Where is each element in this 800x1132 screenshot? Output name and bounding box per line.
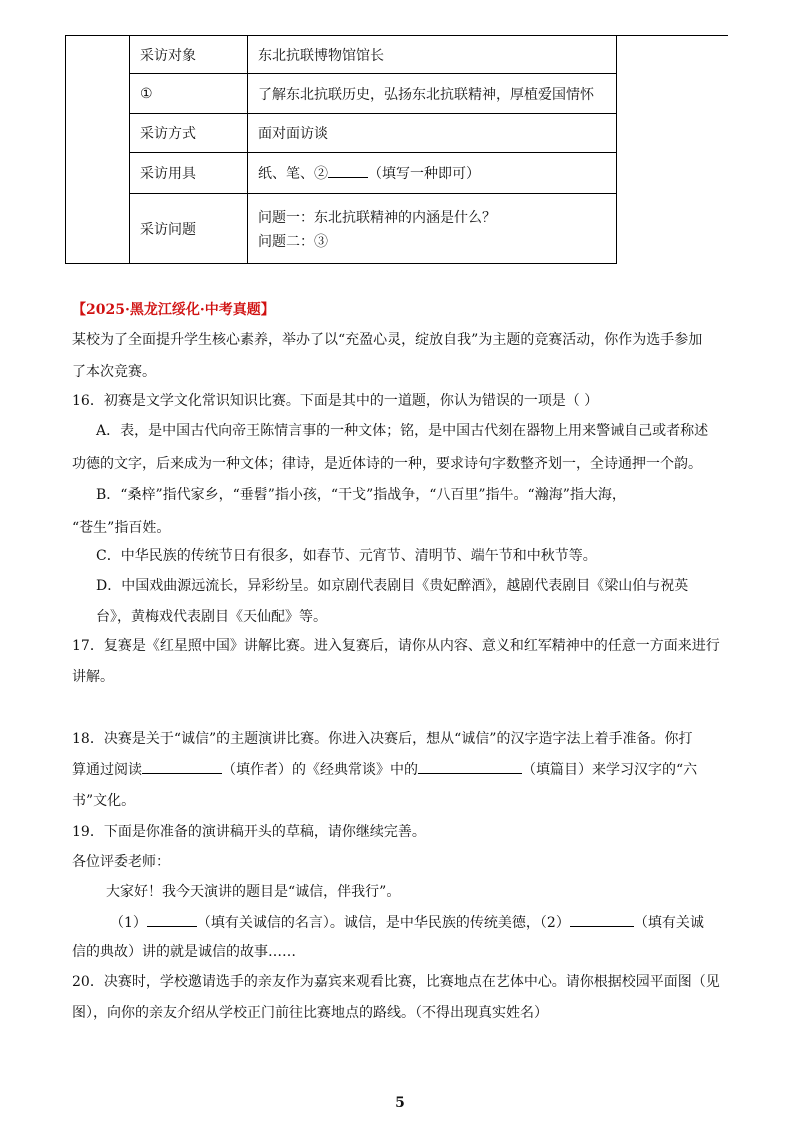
table-label: ①: [130, 74, 248, 114]
blank-merged-cell: [66, 36, 130, 264]
source-tag: 【2025·黑龙江绥化·中考真题】: [72, 302, 275, 318]
q16-option-c: C．中华民族的传统节日有很多，如春节、元宵节、清明节、端午节和中秋节等。: [96, 548, 597, 564]
q18-text: （填作者）的《经典常谈》中的: [222, 762, 418, 778]
q18-line: 18．决赛是关于“诚信”的主题演讲比赛。你进入决赛后，想从“诚信”的汉字造字法上着手准备。你打: [72, 731, 693, 747]
q18-line: 书”文化。: [72, 793, 136, 809]
table-value: [248, 153, 617, 194]
table-label: 采访问题: [130, 194, 248, 264]
answer-blank[interactable]: [328, 163, 368, 178]
q19-text: （填有关诚信的名言）。诚信，是中华民族的传统美德，（2）: [196, 915, 570, 931]
table-row: [66, 36, 617, 74]
table-value: 了解东北抗联历史，弘扬东北抗联精神，厚植爱国情怀: [248, 74, 617, 114]
answer-blank-chapter[interactable]: [418, 759, 522, 774]
q16-stem: 16．初赛是文学文化常识知识比赛。下面是其中的一道题，你认为错误的一项是（ ）: [72, 393, 599, 409]
page-number: 5: [395, 1095, 405, 1111]
table-label: 采访对象: [130, 36, 248, 74]
table-label: 采访用具: [130, 153, 248, 194]
table-row: [66, 114, 617, 153]
q16-option-b: B．“桑梓”指代家乡，“垂髫”指小孩，“干戈”指战争，“八百里”指牛。“瀚海”指大海，: [96, 487, 626, 503]
table-row: [66, 194, 617, 264]
q19-line: 信的典故）讲的就是诚信的故事……: [72, 944, 296, 960]
q19-stem: 19．下面是你准备的演讲稿开头的草稿，请你继续完善。: [72, 824, 426, 840]
q16-option-a-cont: 功德的文字，后来成为一种文体；律诗，是近体诗的一种，要求诗句字数整齐划一，全诗通押一个韵。: [72, 456, 702, 472]
q18-text: （填篇目）来学习汉字的“六: [522, 762, 698, 778]
question-line: 问题二：③: [258, 233, 328, 250]
q17-line: 17．复赛是《红星照中国》讲解比赛。进入复赛后，请你从内容、意义和红军精神中的任意一方面来进行: [72, 638, 720, 654]
q16-option-b-cont: “苍生”指百姓。: [72, 520, 171, 536]
answer-blank-quote[interactable]: [147, 912, 197, 927]
q18-line: [72, 759, 697, 780]
q20-line: 20．决赛时，学校邀请选手的亲友作为嘉宾来观看比赛，比赛地点在艺体中心。请你根据校园平面图（见: [72, 974, 720, 990]
q16-option-d-cont: 台》，黄梅戏代表剧目《天仙配》等。: [96, 609, 327, 625]
question-line: 问题一：东北抗联精神的内涵是什么？: [258, 209, 496, 226]
q18-text: 算通过阅读: [72, 762, 142, 778]
table-label: 采访方式: [130, 114, 248, 153]
answer-blank-story[interactable]: [570, 912, 634, 927]
value-text: 纸、笔、②: [258, 166, 328, 182]
q17-line: 讲解。: [72, 669, 114, 685]
answer-blank-author[interactable]: [142, 759, 222, 774]
q19-line: [110, 912, 704, 933]
table-value: [248, 194, 617, 264]
intro-line: 了本次竞赛。: [72, 364, 156, 380]
value-text: （填写一种即可）: [368, 166, 480, 182]
interview-table: [65, 35, 617, 264]
q19-text: （填有关诚: [633, 915, 704, 931]
table-value: 面对面访谈: [248, 114, 617, 153]
q20-line: 图），向你的亲友介绍从学校正门前往比赛地点的路线。（不得出现真实姓名）: [72, 1005, 548, 1021]
q19-salutation: 各位评委老师：: [72, 854, 170, 870]
table-row: [66, 74, 617, 114]
intro-line: 某校为了全面提升学生核心素养，举办了以“充盈心灵，绽放自我”为主题的竞赛活动，你作为选手参加: [72, 332, 703, 348]
table-row: [66, 153, 617, 194]
q16-option-d: D．中国戏曲源远流长，异彩纷呈。如京剧代表剧目《贵妃醉酒》，越剧代表剧目《梁山伯与祝英: [96, 578, 689, 594]
q19-text: （1）: [110, 915, 147, 931]
table-value: 东北抗联博物馆馆长: [248, 36, 617, 74]
q19-greeting: 大家好！我今天演讲的题目是“诚信，伴我行”。: [106, 884, 401, 900]
q16-option-a: A．表，是中国古代向帝王陈情言事的一种文体；铭，是中国古代刻在器物上用来警诫自己或者称述: [96, 423, 709, 439]
